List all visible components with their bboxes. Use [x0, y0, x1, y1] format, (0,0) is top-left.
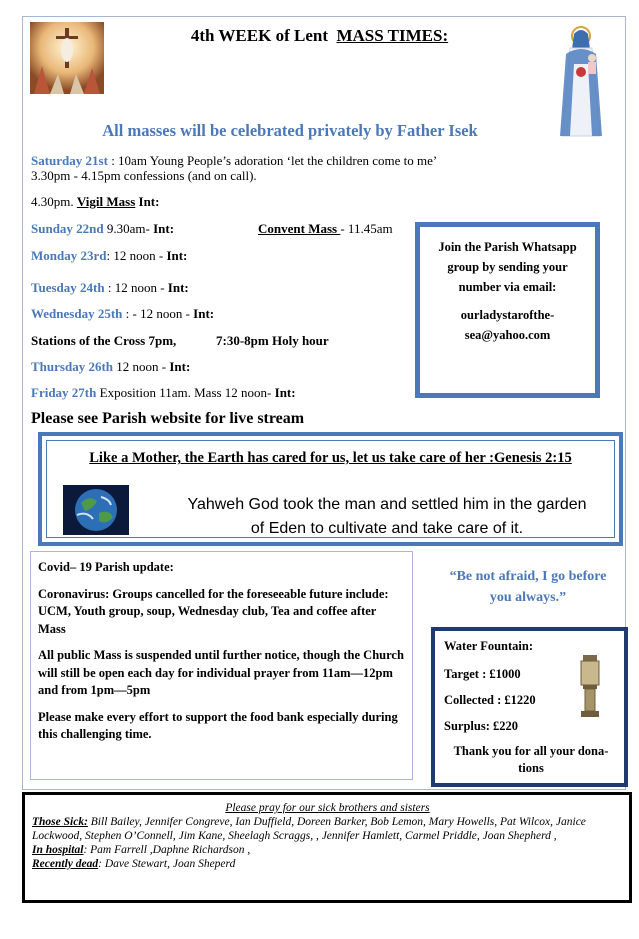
wednesday-int: Int:: [193, 306, 215, 321]
whatsapp-line-3: number via email:: [458, 280, 557, 294]
tuesday-day: Tuesday 24th: [31, 280, 105, 295]
recently-dead-list: [32, 857, 623, 871]
whatsapp-line-1: Join the Parish Whatsapp: [438, 240, 577, 254]
genesis-verse: [157, 493, 617, 541]
saturday-day: Saturday 21st: [31, 153, 108, 168]
genesis-verse-line-2: of Eden to cultivate and take care of it.: [250, 520, 524, 537]
friday-line: [31, 385, 296, 400]
water-fountain-image: [573, 651, 607, 721]
fountain-thanks-line-1: Thank you for all your dona-: [453, 744, 609, 758]
water-fountain-box: [431, 627, 628, 787]
whatsapp-email-1[interactable]: ourladystarofthe-: [460, 308, 555, 322]
quote-line-1: “Be not afraid, I go before: [449, 569, 607, 584]
friday-day: Friday 27th: [31, 385, 97, 400]
thursday-text: 12 noon -: [113, 359, 170, 374]
title-underlined: MASS TIMES:: [336, 26, 449, 45]
stations-text: Stations of the Cross 7pm,: [31, 333, 177, 348]
wednesday-line: [31, 306, 214, 321]
saturday-text: : 10am Young People’s adoration ‘let the children come to me’: [107, 153, 438, 168]
wednesday-day: Wednesday 25th: [31, 306, 123, 321]
tuesday-int: Int:: [167, 280, 189, 295]
genesis-title: Like a Mother, the Earth has cared for us, let us take care of her :Genesis 2:15: [89, 450, 572, 466]
genesis-inner-border: [46, 440, 615, 538]
sunday-text: 9.30am-: [103, 221, 154, 236]
friday-int: Int:: [274, 385, 296, 400]
thursday-line: [31, 359, 190, 374]
title-prefix: 4th WEEK of Lent: [190, 26, 328, 45]
recently-dead-label: Recently dead: [32, 858, 99, 870]
convent-mass-line: [258, 221, 393, 236]
genesis-box: [38, 432, 623, 546]
friday-text: Exposition 11am. Mass 12 noon-: [96, 385, 275, 400]
monday-text: : 12 noon -: [106, 248, 167, 263]
hospital-list: [32, 843, 623, 857]
page-title: [0, 26, 639, 46]
sunday-int: Int:: [153, 221, 175, 236]
live-stream-notice: Please see Parish website for live stream: [31, 410, 305, 427]
confessions-line: 3.30pm - 4.15pm confessions (and on call).: [31, 168, 257, 183]
hospital-label: In hospital: [32, 844, 84, 856]
sick-names: Bill Bailey, Jennifer Congreve, Ian Duffield, Doreen Barker, Bob Lemon, Mary Howells, Pat Wilcox, Janice Lockwood, Stephen O’Connell, Jim Kane, Sheelagh Scraggs, , Jennifer Hamlett, Carmel Priddle, Joan Shepherd ,: [32, 816, 586, 842]
covid-mass-suspended: All public Mass is suspended until further notice, though the Church will still be open each day for individual prayer from 11am—12pm and from 1pm—5pm: [38, 648, 404, 697]
fountain-collected: Collected : £1220: [444, 693, 536, 707]
monday-day: Monday 23rd: [31, 248, 107, 263]
saturday-line: [31, 153, 437, 168]
monday-line: [31, 248, 187, 263]
wednesday-text: : - 12 noon -: [122, 306, 194, 321]
whatsapp-line-2: group by sending your: [447, 260, 568, 274]
sick-list: [32, 815, 623, 843]
thursday-int: Int:: [169, 359, 191, 374]
prayer-list-box: [22, 792, 632, 903]
stations-line: [31, 333, 176, 348]
earth-image: [63, 485, 129, 535]
covid-heading: Covid– 19 Parish update:: [38, 560, 174, 574]
whatsapp-email-2[interactable]: sea@yahoo.com: [464, 328, 551, 342]
private-masses-notice: All masses will be celebrated privately by Father Isek: [102, 121, 478, 140]
fountain-thanks: [441, 743, 621, 777]
fountain-thanks-line-2: tions: [518, 761, 544, 775]
vigil-mass-line: [31, 194, 159, 209]
prayer-heading: Please pray for our sick brothers and sisters: [225, 802, 430, 814]
vigil-pre: 4.30pm.: [31, 194, 77, 209]
convent-label: Convent Mass: [258, 221, 341, 236]
covid-update-box: [30, 551, 413, 780]
tuesday-text: : 12 noon -: [104, 280, 168, 295]
quote: [428, 566, 628, 608]
convent-time: - 11.45am: [340, 221, 393, 236]
fountain-target: Target : £1000: [444, 667, 521, 681]
fountain-surplus: Surplus: £220: [444, 719, 518, 733]
tuesday-line: [31, 280, 189, 295]
thursday-day: Thursday 26th: [31, 359, 113, 374]
holy-hour-text: 7:30-8pm Holy hour: [216, 333, 329, 348]
genesis-verse-line-1: Yahweh God took the man and settled him in the garden: [187, 496, 587, 513]
vigil-label: Vigil Mass: [76, 194, 136, 209]
fountain-title: Water Fountain:: [444, 639, 534, 653]
sunday-line: [31, 221, 174, 236]
monday-int: Int:: [166, 248, 188, 263]
covid-food-bank: Please make every effort to support the food bank especially during this challenging time.: [38, 709, 398, 741]
covid-groups-cancelled: Coronavirus: Groups cancelled for the foreseeable future include: UCM, Youth group, soup, Wednesday club, Tea and coffee after Mass: [38, 586, 389, 636]
recently-dead-names: : Dave Stewart, Joan Sheperd: [98, 858, 236, 870]
sick-label: Those Sick:: [32, 816, 88, 828]
hospital-names: : Pam Farrell ,Daphne Richardson ,: [83, 844, 251, 856]
sunday-day: Sunday 22nd: [31, 221, 104, 236]
quote-line-2: you always.”: [489, 590, 567, 605]
vigil-int: Int:: [135, 194, 160, 209]
whatsapp-info-box: [415, 222, 600, 398]
